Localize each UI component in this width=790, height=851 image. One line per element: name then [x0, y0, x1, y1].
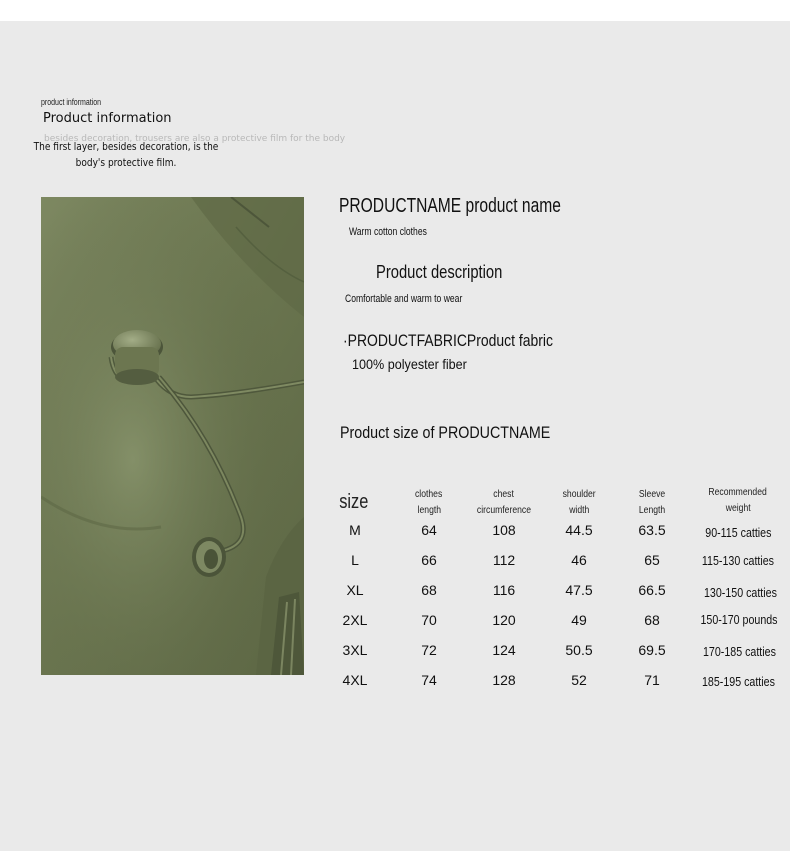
- table-cell-chest: 128: [492, 672, 516, 688]
- table-cell-shoulder: 46: [571, 552, 587, 568]
- header-size: size: [339, 491, 369, 513]
- header-weight: Recommended weight: [708, 486, 768, 514]
- table-cell-sleeve: 69.5: [638, 642, 666, 658]
- product-description-title: Product description: [376, 262, 503, 282]
- table-cell-length: 66: [421, 552, 437, 568]
- table-cell-length: 64: [421, 522, 437, 538]
- table-cell-shoulder: 44.5: [565, 522, 593, 538]
- header-shoulder: shoulder width: [562, 488, 596, 516]
- table-cell-weight: 130-150 catties: [703, 585, 777, 600]
- header-sleeve: Sleeve Length: [638, 488, 666, 516]
- product-fabric-value: 100% polyester fiber: [352, 356, 467, 372]
- table-cell-shoulder: 49: [571, 612, 587, 628]
- table-cell-length: 74: [421, 672, 437, 688]
- table-cell-size: L: [351, 552, 359, 568]
- table-cell-weight: 150-170 pounds: [700, 612, 778, 627]
- header-chest: chest circumference: [476, 488, 532, 516]
- product-name-value: Warm cotton clothes: [349, 226, 427, 238]
- watermark-text: besides decoration, trousers are also a protective film for the body: [44, 134, 346, 144]
- product-photo: [41, 197, 304, 675]
- table-cell-chest: 108: [492, 522, 516, 538]
- table-cell-chest: 116: [492, 582, 516, 598]
- table-cell-shoulder: 50.5: [565, 642, 593, 658]
- table-cell-size: XL: [346, 582, 364, 598]
- table-cell-sleeve: 68: [644, 612, 660, 628]
- product-fabric-title: ·PRODUCTFABRICProduct fabric: [343, 331, 553, 350]
- size-table-title: Product size of PRODUCTNAME: [340, 423, 551, 442]
- table-cell-length: 70: [421, 612, 437, 628]
- table-cell-chest: 112: [492, 552, 516, 568]
- table-cell-weight: 170-185 catties: [702, 644, 776, 659]
- table-cell-sleeve: 66.5: [638, 582, 666, 598]
- section-title: Product information: [43, 111, 172, 126]
- tagline: The first layer, besides decoration, is the body's protective film.: [33, 140, 219, 169]
- header-length: clothes length: [415, 488, 443, 516]
- table-cell-weight: 115-130 catties: [701, 553, 775, 568]
- table-cell-shoulder: 52: [571, 672, 587, 688]
- table-cell-size: M: [349, 522, 361, 538]
- table-cell-size: 2XL: [342, 612, 368, 628]
- table-cell-length: 68: [421, 582, 437, 598]
- product-description-value: Comfortable and warm to wear: [345, 293, 463, 305]
- table-cell-length: 72: [421, 642, 437, 658]
- section-small-label: product information: [41, 97, 102, 107]
- table-cell-sleeve: 63.5: [638, 522, 666, 538]
- table-cell-sleeve: 71: [644, 672, 660, 688]
- product-name-title: PRODUCTNAME product name: [339, 195, 561, 217]
- table-cell-size: 3XL: [342, 642, 368, 658]
- table-cell-shoulder: 47.5: [565, 582, 593, 598]
- table-cell-weight: 185-195 catties: [701, 674, 775, 689]
- table-cell-weight: 90-115 catties: [704, 525, 772, 540]
- table-cell-chest: 120: [492, 612, 516, 628]
- table-cell-chest: 124: [492, 642, 516, 658]
- table-cell-sleeve: 65: [644, 552, 660, 568]
- table-cell-size: 4XL: [342, 672, 368, 688]
